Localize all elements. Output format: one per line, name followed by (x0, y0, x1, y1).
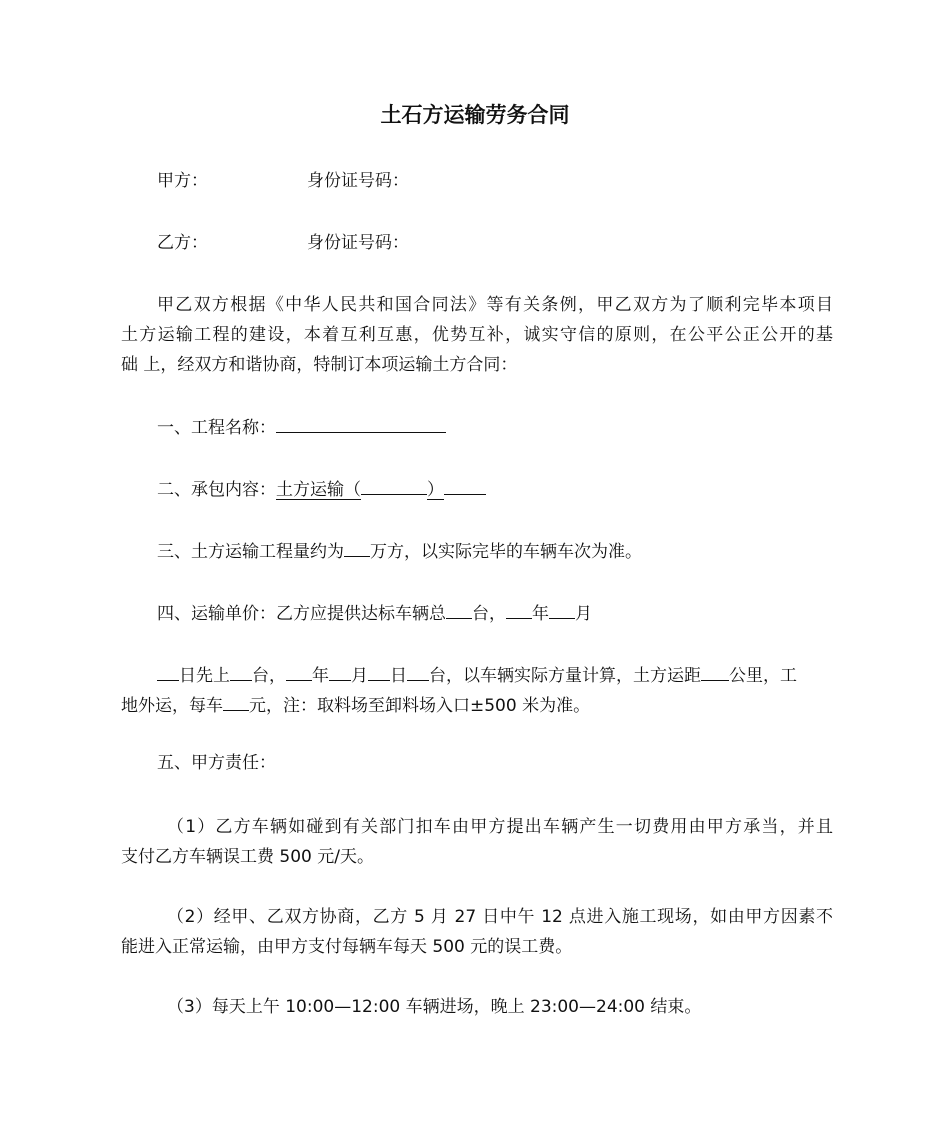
clause-1 (157, 410, 833, 443)
clause-5-label: 五、甲方责任： (157, 753, 276, 773)
month-blank-2 (329, 658, 351, 681)
distance-blank (701, 658, 729, 681)
clause-4-cont-p2: 台， (252, 666, 286, 686)
clause-4-part-4: 月 (575, 604, 592, 624)
clause-4-cont-line-2 (121, 688, 833, 721)
day-blank-2 (368, 658, 390, 681)
clause-2-blank (361, 472, 427, 495)
clause-5-item-2-line-1: （2）经甲、乙双方协商，乙方 5 月 27 日中午 12 点进入施工现场，如由甲方因素不 (167, 907, 833, 927)
month-blank (549, 596, 575, 619)
clause-4-cont-line2-b: 元，注：取料场至卸料场入口±500 米为准。 (249, 696, 591, 716)
clause-4-cont-line2-a: 地外运，每车 (121, 696, 223, 716)
vehicle-count-blank (446, 596, 472, 619)
project-name-blank (276, 410, 446, 433)
preamble-line-1: 甲乙双方根据《中华人民共和国合同法》等有关条例，甲乙双方为了顺利完毕本项目 (157, 295, 833, 315)
clause-4-cont-p6: 台，以车辆实际方量计算，土方运距 (429, 666, 701, 686)
clause-4-cont-line-1 (157, 658, 833, 691)
party-a-label: 甲方： (157, 171, 208, 191)
day-blank-1 (157, 658, 179, 681)
clause-4-part-3: 年 (532, 604, 549, 624)
clause-2-trailing-blank (444, 472, 486, 495)
clause-4-part-1: 四、运输单价：乙方应提供达标车辆总 (157, 604, 446, 624)
clause-5-item-1-line-2: 支付乙方车辆误工费 500 元/天。 (121, 847, 374, 867)
count-blank-3 (407, 658, 429, 681)
preamble-line-3: 础 上，经双方和谐协商，特制订本项运输土方合同： (121, 355, 518, 375)
count-blank-2 (230, 658, 252, 681)
preamble-line-2: 土方运输工程的建设，本着互利互惠，优势互补，诚实守信的原则，在公平公正公开的基 (121, 325, 833, 345)
clause-5-item-1-line-1: （1）乙方车辆如碰到有关部门扣车由甲方提出车辆产生一切费用由甲方承当，并且 (167, 817, 833, 837)
clause-1-label: 一、工程名称： (157, 418, 276, 438)
clause-2-content-a: 土方运输（ (276, 480, 361, 500)
clause-4-part-2: 台， (472, 604, 506, 624)
clause-4 (157, 596, 833, 629)
party-b-id-label: 身份证号码： (307, 233, 409, 253)
price-blank (223, 688, 249, 711)
clause-5-item-2-line-2: 能进入正常运输，由甲方支付每辆车每天 500 元的误工费。 (121, 937, 573, 957)
clause-4-cont-p5: 日 (390, 666, 407, 686)
clause-2-label: 二、承包内容： (157, 480, 276, 500)
clause-4-cont-p3: 年 (312, 666, 329, 686)
year-blank-2 (286, 658, 312, 681)
party-b-label: 乙方： (157, 233, 208, 253)
year-blank (506, 596, 532, 619)
clause-4-cont-p4: 月 (351, 666, 368, 686)
volume-blank (344, 534, 370, 557)
clause-2 (157, 472, 833, 505)
clause-5-item-3: （3）每天上午 10:00—12:00 车辆进场，晚上 23:00—24:00 结束。 (167, 997, 702, 1017)
clause-3 (157, 534, 833, 567)
clause-3-part-2: 万方，以实际完毕的车辆车次为准。 (370, 542, 642, 562)
clause-3-part-1: 三、土方运输工程量约为 (157, 542, 344, 562)
document-title: 土石方运输劳务合同 (380, 103, 570, 127)
clause-4-cont-p1: 日先上 (179, 666, 230, 686)
party-a-id-label: 身份证号码： (307, 171, 409, 191)
clause-4-cont-p7: 公里，工 (729, 666, 797, 686)
clause-2-content-b: ） (427, 480, 444, 500)
